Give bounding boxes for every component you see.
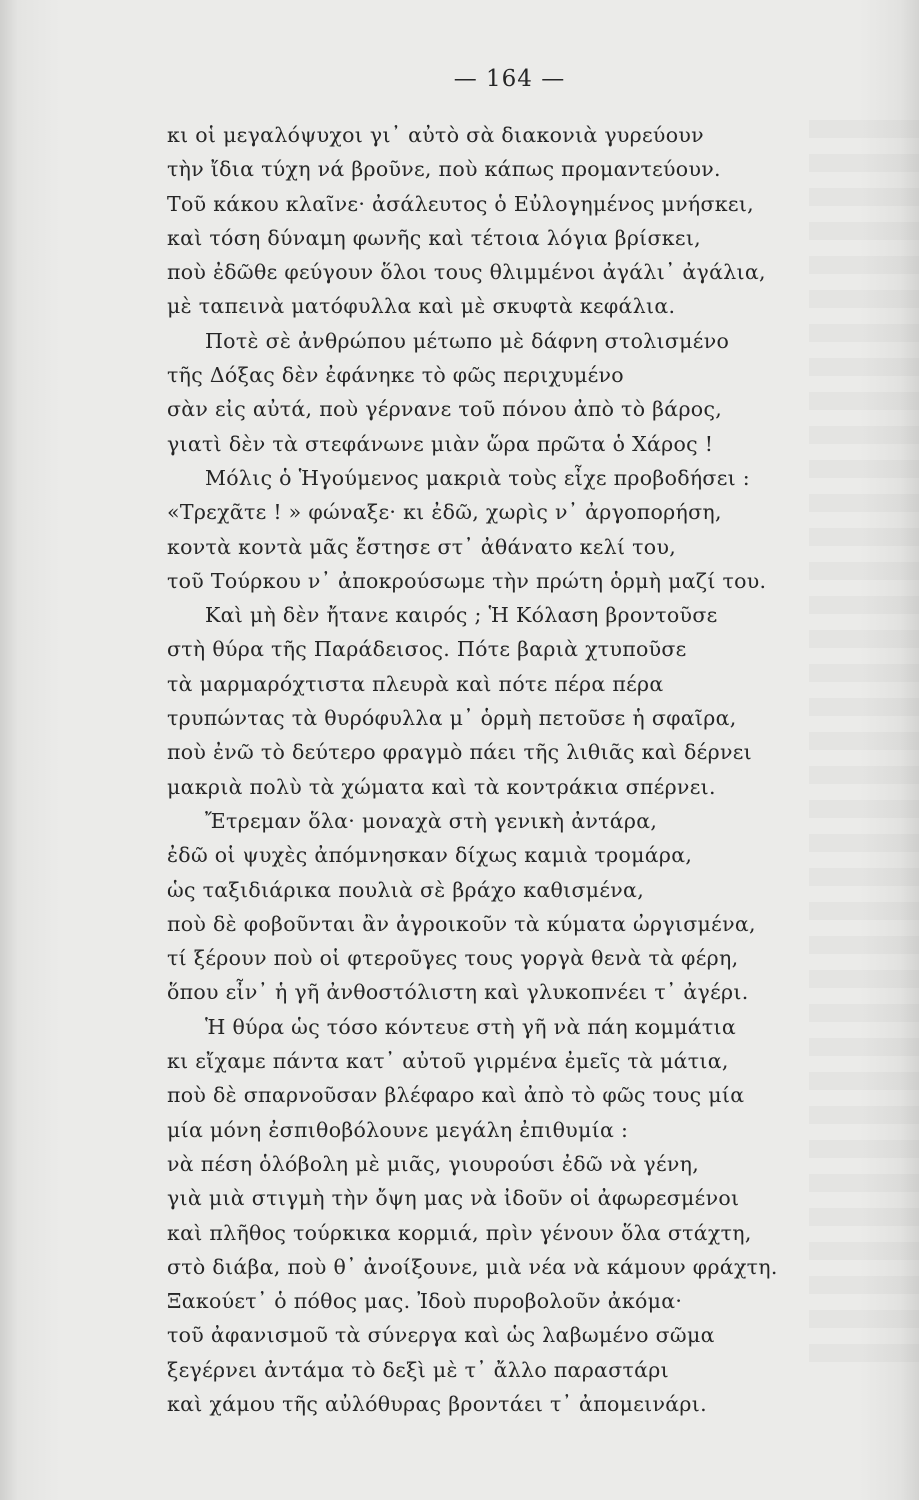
poem-body bbox=[167, 118, 857, 1421]
poem-line: «Τρεχᾶτε ! » φώναξε· κι ἐδῶ, χωρὶς ν᾿ ἀργοπορήση, bbox=[167, 500, 722, 525]
poem-line: καὶ τόση δύναμη φωνῆς καὶ τέτοια λόγια βρίσκει, bbox=[167, 225, 701, 250]
poem-line: γιὰ μιὰ στιγμὴ τὴν ὄψη μας νὰ ἰδοῦν οἱ ἀφωρεσμένοι bbox=[167, 1186, 740, 1211]
poem-line: νὰ πέση ὁλόβολη μὲ μιᾶς, γιουρούσι ἐδῶ νὰ γένη, bbox=[167, 1151, 700, 1176]
poem-line: ποὺ δὲ σπαρνοῦσαν βλέφαρο καὶ ἀπὸ τὸ φῶς τους μία bbox=[167, 1083, 745, 1108]
poem-line: τί ξέρουν ποὺ οἱ φτεροῦγες τους γοργὰ θενὰ τὰ φέρη, bbox=[167, 946, 739, 971]
poem-line: τοῦ Τούρκου ν᾿ ἀποκρούσωμε τὴν πρώτη ὁρμὴ μαζί του. bbox=[167, 568, 767, 593]
poem-line: μία μόνη ἐσπιθοβόλουνε μεγάλη ἐπιθυμία : bbox=[167, 1117, 629, 1142]
poem-line: κοντὰ κοντὰ μᾶς ἔστησε στ᾿ ἀθάνατο κελί του, bbox=[167, 534, 677, 559]
poem-line: καὶ πλῆθος τούρκικα κορμιά, πρὶν γένουν ὅλα στάχτη, bbox=[167, 1220, 752, 1245]
poem-line: Μόλις ὁ Ἡγούμενος μακριὰ τοὺς εἶχε προβοδήσει : bbox=[205, 465, 751, 490]
poem-line: ὡς ταξιδιάρικα πουλιὰ σὲ βράχο καθισμένα, bbox=[167, 877, 645, 902]
poem-line: ὅπου εἶν᾿ ἡ γῆ ἀνθοστόλιστη καὶ γλυκοπνέει τ᾿ ἀγέρι. bbox=[167, 980, 749, 1005]
poem-line: μακριὰ πολὺ τὰ χώματα καὶ τὰ κοντράκια σπέρνει. bbox=[167, 774, 716, 799]
poem-line: Ἔτρεμαν ὅλα· μοναχὰ στὴ γενικὴ ἀντάρα, bbox=[205, 808, 658, 833]
poem-line: Ποτὲ σὲ ἀνθρώπου μέτωπο μὲ δάφνη στολισμένο bbox=[205, 328, 730, 353]
poem-line: μὲ ταπεινὰ ματόφυλλα καὶ μὲ σκυφτὰ κεφάλια. bbox=[167, 294, 676, 319]
page-number: — 164 — bbox=[453, 66, 566, 92]
poem-line: Καὶ μὴ δὲν ἤτανε καιρός ; Ἡ Κόλαση βροντοῦσε bbox=[205, 603, 718, 628]
poem-line: Ἡ θύρα ὡς τόσο κόντευε στὴ γῆ νὰ πάη κομμάτια bbox=[205, 1014, 736, 1039]
poem-line: κι εἴχαμε πάντα κατ᾿ αὐτοῦ γιρμένα ἐμεῖς τὰ μάτια, bbox=[167, 1049, 729, 1074]
poem-line: κι οἱ μεγαλόψυχοι γι᾿ αὐτὸ σὰ διακονιὰ γυρεύουν bbox=[167, 123, 704, 147]
poem-line: τὰ μαρμαρόχτιστα πλευρὰ καὶ πότε πέρα πέρα bbox=[167, 671, 664, 696]
poem-line: ποὺ ἐνῶ τὸ δεύτερο φραγμὸ πάει τῆς λιθιᾶς καὶ δέρνει bbox=[167, 740, 752, 765]
poem-line: τρυπώντας τὰ θυρόφυλλα μ᾿ ὁρμὴ πετοῦσε ἡ σφαῖρα, bbox=[167, 706, 737, 731]
poem-line: τῆς Δόξας δὲν ἐφάνηκε τὸ φῶς περιχυμένο bbox=[167, 363, 624, 388]
poem-line: τὴν ἴδια τύχη νά βροῦνε, ποὺ κάπως προμαντεύουν. bbox=[167, 157, 721, 182]
poem-line: γιατὶ δὲν τὰ στεφάνωνε μιὰν ὥρα πρῶτα ὁ Χάρος ! bbox=[167, 431, 714, 456]
poem-line: στὴ θύρα τῆς Παράδεισος. Πότε βαριὰ χτυποῦσε bbox=[167, 637, 687, 662]
poem-line: καὶ χάμου τῆς αὐλόθυρας βροντάει τ᾿ ἀπομεινάρι. bbox=[167, 1391, 707, 1416]
poem-line: τοῦ ἀφανισμοῦ τὰ σύνεργα καὶ ὡς λαβωμένο σῶμα bbox=[167, 1323, 715, 1348]
poem-line: Ξακούετ᾿ ὁ πόθος μας. Ἰδοὺ πυροβολοῦν ἀκόμα· bbox=[167, 1289, 683, 1314]
poem-line: ποὺ ἐδῶθε φεύγουν ὅλοι τους θλιμμένοι ἀγάλι᾿ ἀγάλια, bbox=[167, 260, 766, 285]
poem-line: σὰν εἰς αὐτά, ποὺ γέρνανε τοῦ πόνου ἀπὸ τὸ βάρος, bbox=[167, 397, 723, 422]
poem-line: ἐδῶ οἱ ψυχὲς ἀπόμνησκαν δίχως καμιὰ τρομάρα, bbox=[167, 843, 693, 868]
poem-line: ποὺ δὲ φοβοῦνται ἂν ἀγροικοῦν τὰ κύματα ὠργισμένα, bbox=[167, 911, 756, 936]
poem-line: Τοῦ κάκου κλαῖνε· ἀσάλευτος ὁ Εὐλογημένος μνήσκει, bbox=[167, 191, 754, 216]
poem-line: ξεγέρνει ἀντάμα τὸ δεξὶ μὲ τ᾿ ἄλλο παραστάρι bbox=[167, 1357, 669, 1382]
poem-line: στὸ διάβα, ποὺ θ᾿ ἀνοίξουνε, μιὰ νέα νὰ κάμουν φράχτη. bbox=[167, 1254, 778, 1279]
